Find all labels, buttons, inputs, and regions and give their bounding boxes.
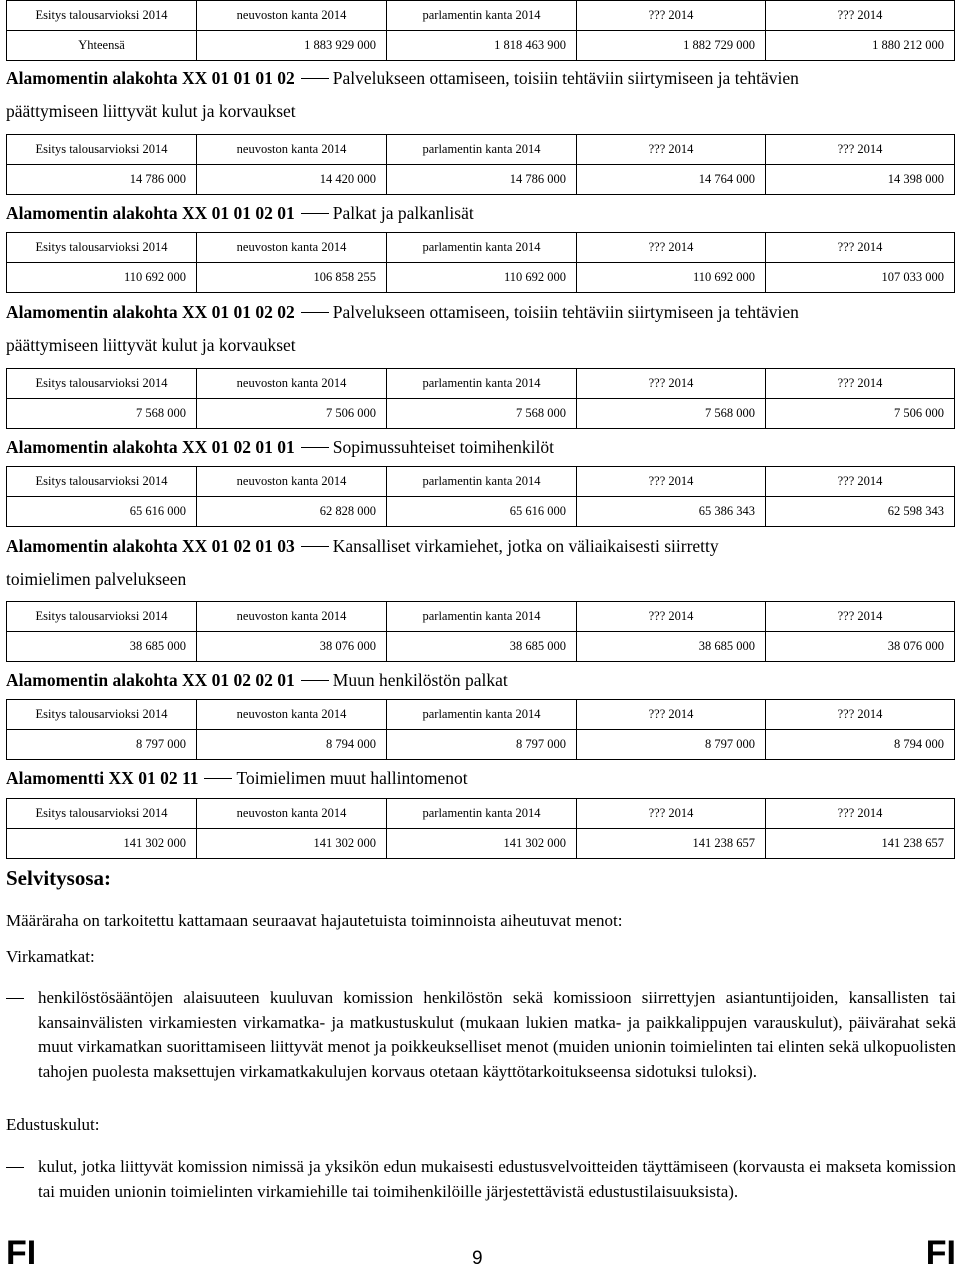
- header-cell: ??? 2014: [577, 700, 766, 730]
- value-cell: 38 685 000: [387, 632, 577, 662]
- section-title-line2: päättymiseen liittyvät kulut ja korvaukset: [6, 101, 296, 121]
- table-header-row: [7, 467, 955, 497]
- table-header-row: [7, 233, 955, 263]
- value-cell: 38 685 000: [7, 632, 197, 662]
- section-code: Alamomentin alakohta XX 01 02 02 01: [6, 670, 295, 690]
- table-value-row: [7, 399, 955, 429]
- table-header-row: [7, 700, 955, 730]
- header-cell: Esitys talousarvioksi 2014: [7, 799, 197, 829]
- budget-table: [6, 466, 955, 527]
- table-header-row: [7, 602, 955, 632]
- value-cell: 65 616 000: [387, 497, 577, 527]
- header-cell: ??? 2014: [577, 799, 766, 829]
- value-cell: 38 685 000: [577, 632, 766, 662]
- header-cell: Esitys talousarvioksi 2014: [7, 369, 197, 399]
- section-heading: [6, 762, 956, 795]
- table-value-row: [7, 730, 955, 760]
- representation-text: kulut, jotka liittyvät komission nimissä ja yksikön edun mukaisesti edustusvelvoitteiden täyttämiseen (korvausta ei makseta komission tai muiden unionin toimielinten virkamiehille tai toimihenkilöille järjestettävistä edustustilaisuuksista).: [38, 1157, 956, 1201]
- value-cell: 141 238 657: [766, 829, 955, 859]
- value-cell: 141 238 657: [577, 829, 766, 859]
- section-code: Alamomentin alakohta XX 01 01 02 02: [6, 302, 295, 322]
- travel-text: henkilöstösääntöjen alaisuuteen kuuluvan komission henkilöstön sekä komissioon siirrettyjen asiantuntijoiden, kansallisten tai kansainvälisten virkamiesten virkamatka- ja matkustuskulut (mukaan lukien matka- ja paikkalippujen varauskulut), päivärahat sekä muut virkamatkan suorittamiseen liittyvät menot ja poikkeukselliset menot (muiden unionin toimielinten tai elinten sekä ulkopuolisten tahojen puolesta maksettujen virkamatkakulujen korvaus otetaan käyttötarkoitukseensa sidotuksi tuloksi).: [38, 988, 956, 1081]
- value-cell: 1 883 929 000: [197, 31, 387, 61]
- table-header-row: [7, 799, 955, 829]
- value-cell: 7 568 000: [387, 399, 577, 429]
- section-heading: [6, 431, 956, 464]
- representation-label: Edustuskulut:: [6, 1115, 100, 1134]
- header-cell: ??? 2014: [766, 602, 955, 632]
- section-heading: [6, 197, 956, 230]
- header-cell: parlamentin kanta 2014: [387, 467, 577, 497]
- section-heading: [6, 664, 956, 697]
- header-cell: ??? 2014: [766, 700, 955, 730]
- value-cell: 8 794 000: [766, 730, 955, 760]
- value-cell: 107 033 000: [766, 263, 955, 293]
- header-cell: ??? 2014: [577, 602, 766, 632]
- value-cell: 7 506 000: [197, 399, 387, 429]
- header-cell: ??? 2014: [577, 233, 766, 263]
- value-cell: 8 797 000: [7, 730, 197, 760]
- value-cell: 38 076 000: [766, 632, 955, 662]
- value-cell: 141 302 000: [387, 829, 577, 859]
- value-cell: 14 398 000: [766, 165, 955, 195]
- header-cell: ??? 2014: [766, 135, 955, 165]
- section-heading: [6, 296, 956, 362]
- header-cell: Esitys talousarvioksi 2014: [7, 135, 197, 165]
- section-title: Sopimussuhteiset toimihenkilöt: [332, 437, 554, 457]
- value-cell: 110 692 000: [387, 263, 577, 293]
- table-header-row: [7, 135, 955, 165]
- value-cell: 1 880 212 000: [766, 31, 955, 61]
- value-cell: 7 506 000: [766, 399, 955, 429]
- header-cell: ??? 2014: [577, 467, 766, 497]
- budget-table-total: [6, 0, 955, 61]
- header-cell: Esitys talousarvioksi 2014: [7, 1, 197, 31]
- section-title: Palkat ja palkanlisät: [332, 203, 474, 223]
- header-cell: neuvoston kanta 2014: [197, 799, 387, 829]
- section-title: Muun henkilöstön palkat: [332, 670, 508, 690]
- header-cell: neuvoston kanta 2014: [197, 369, 387, 399]
- table-value-row: [7, 263, 955, 293]
- header-cell: parlamentin kanta 2014: [387, 233, 577, 263]
- header-cell: ??? 2014: [766, 369, 955, 399]
- section-title: Kansalliset virkamiehet, jotka on väliaikaisesti siirretty: [332, 536, 719, 556]
- dash-bullet-icon: [6, 1155, 34, 1168]
- section-code: Alamomentin alakohta XX 01 01 01 02: [6, 68, 295, 88]
- section-code: Alamomentti XX 01 02 11: [6, 768, 199, 788]
- header-cell: ??? 2014: [577, 1, 766, 31]
- header-cell: ??? 2014: [577, 135, 766, 165]
- header-cell: ??? 2014: [766, 799, 955, 829]
- header-cell: parlamentin kanta 2014: [387, 602, 577, 632]
- table-header-row: [7, 1, 955, 31]
- header-cell: parlamentin kanta 2014: [387, 135, 577, 165]
- value-cell: 110 692 000: [577, 263, 766, 293]
- value-cell: 7 568 000: [577, 399, 766, 429]
- header-cell: neuvoston kanta 2014: [197, 467, 387, 497]
- table-value-row: [7, 165, 955, 195]
- explanation-intro: Määräraha on tarkoitettu kattamaan seuraavat hajautetuista toiminnoista aiheutuvat menot:: [6, 911, 623, 930]
- dash-bullet-icon: [6, 986, 34, 999]
- header-cell: parlamentin kanta 2014: [387, 799, 577, 829]
- section-code: Alamomentin alakohta XX 01 02 01 03: [6, 536, 295, 556]
- value-cell: 38 076 000: [197, 632, 387, 662]
- value-cell: 62 598 343: [766, 497, 955, 527]
- header-cell: neuvoston kanta 2014: [197, 700, 387, 730]
- header-cell: ??? 2014: [577, 369, 766, 399]
- table-value-row: [7, 829, 955, 859]
- section-heading: [6, 530, 956, 596]
- header-cell: parlamentin kanta 2014: [387, 369, 577, 399]
- travel-bullet: [6, 986, 956, 1084]
- section-code: Alamomentin alakohta XX 01 01 02 01: [6, 203, 295, 223]
- header-cell: neuvoston kanta 2014: [197, 602, 387, 632]
- header-cell: Esitys talousarvioksi 2014: [7, 700, 197, 730]
- header-cell: ??? 2014: [766, 233, 955, 263]
- section-title-line2: toimielimen palvelukseen: [6, 569, 187, 589]
- section-heading: [6, 62, 956, 128]
- header-cell: neuvoston kanta 2014: [197, 1, 387, 31]
- table-header-row: [7, 369, 955, 399]
- value-cell: 141 302 000: [7, 829, 197, 859]
- header-cell: ??? 2014: [766, 1, 955, 31]
- budget-table: [6, 232, 955, 293]
- header-cell: parlamentin kanta 2014: [387, 1, 577, 31]
- section-title-line2: päättymiseen liittyvät kulut ja korvaukset: [6, 335, 296, 355]
- section-title: Toimielimen muut hallintomenot: [236, 768, 468, 788]
- value-cell: 106 858 255: [197, 263, 387, 293]
- value-cell: 14 786 000: [7, 165, 197, 195]
- value-cell: 141 302 000: [197, 829, 387, 859]
- header-cell: neuvoston kanta 2014: [197, 233, 387, 263]
- header-cell: Esitys talousarvioksi 2014: [7, 233, 197, 263]
- explanation-title: Selvitysosa:: [6, 866, 111, 890]
- header-cell: parlamentin kanta 2014: [387, 700, 577, 730]
- section-title: Palvelukseen ottamiseen, toisiin tehtäviin siirtymiseen ja tehtävien: [332, 68, 799, 88]
- value-cell: 8 794 000: [197, 730, 387, 760]
- header-cell: neuvoston kanta 2014: [197, 135, 387, 165]
- header-cell: Esitys talousarvioksi 2014: [7, 602, 197, 632]
- value-cell: 14 420 000: [197, 165, 387, 195]
- footer-language-right: FI: [925, 1234, 956, 1272]
- value-cell: 8 797 000: [387, 730, 577, 760]
- table-value-row: [7, 497, 955, 527]
- representation-bullet: [6, 1155, 956, 1204]
- value-cell: 14 764 000: [577, 165, 766, 195]
- budget-table: [6, 601, 955, 662]
- budget-table: [6, 798, 955, 859]
- value-cell: 1 882 729 000: [577, 31, 766, 61]
- header-cell: Esitys talousarvioksi 2014: [7, 467, 197, 497]
- header-cell: ??? 2014: [766, 467, 955, 497]
- budget-table: [6, 134, 955, 195]
- value-cell: 65 616 000: [7, 497, 197, 527]
- travel-label: Virkamatkat:: [6, 947, 95, 966]
- value-cell: 65 386 343: [577, 497, 766, 527]
- footer-language-left: FI: [6, 1234, 37, 1272]
- table-value-row: [7, 31, 955, 61]
- value-cell: 110 692 000: [7, 263, 197, 293]
- budget-table: [6, 699, 955, 760]
- total-label: Yhteensä: [7, 31, 197, 61]
- value-cell: 7 568 000: [7, 399, 197, 429]
- value-cell: 62 828 000: [197, 497, 387, 527]
- budget-table: [6, 368, 955, 429]
- table-value-row: [7, 632, 955, 662]
- value-cell: 14 786 000: [387, 165, 577, 195]
- page-number: 9: [472, 1248, 483, 1269]
- value-cell: 1 818 463 900: [387, 31, 577, 61]
- section-code: Alamomentin alakohta XX 01 02 01 01: [6, 437, 295, 457]
- section-title: Palvelukseen ottamiseen, toisiin tehtäviin siirtymiseen ja tehtävien: [332, 302, 799, 322]
- value-cell: 8 797 000: [577, 730, 766, 760]
